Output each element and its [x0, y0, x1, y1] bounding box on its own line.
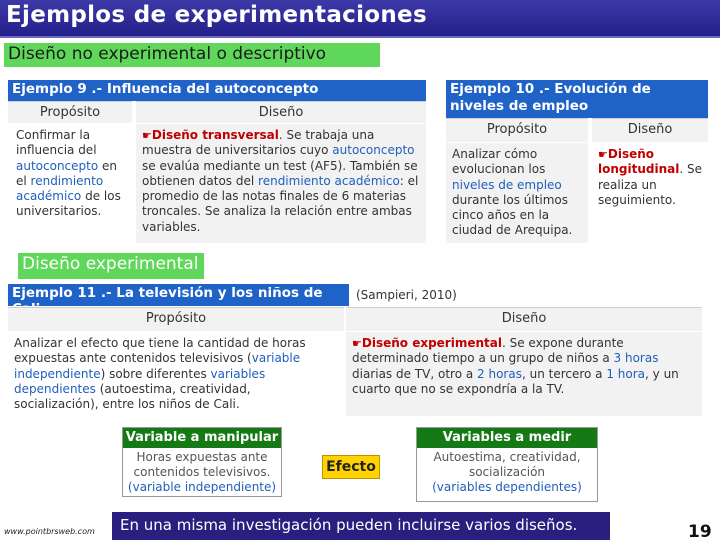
example-11-purpose: Analizar el efecto que tiene la cantidad de horas expuestas ante contenidos televisivos (variable independiente) sobre diferentes variables dependientes (autoestima, creatividad, socialización), entre los niños de Cali.: [8, 332, 344, 416]
page-number: 19: [688, 522, 712, 540]
variable-to-manipulate-title: Variable a manipular: [123, 428, 281, 448]
example-11-design: ☛Diseño experimental. Se expone durante determinado tiempo a un grupo de niños a 3 horas diarias de TV, otro a 2 horas, un tercero a 1 hora, y un cuarto que no se expondría a la TV.: [346, 332, 702, 416]
variable-to-manipulate-box: [122, 427, 282, 497]
hand-pointer-icon: ☛: [142, 129, 152, 142]
example-11-purpose-header: Propósito: [8, 307, 344, 331]
example-9-design-header: Diseño: [136, 101, 426, 123]
example-11-citation: (Sampieri, 2010): [356, 288, 457, 302]
example-10-heading: Ejemplo 10 .- Evolución de niveles de empleo: [446, 80, 708, 118]
footer-note: En una misma investigación pueden incluirse varios diseños.: [112, 512, 610, 540]
example-11-design-header: Diseño: [346, 307, 702, 331]
section-experimental: Diseño experimental: [18, 253, 204, 279]
hand-pointer-icon: ☛: [352, 337, 362, 350]
example-11-heading: Ejemplo 11 .- La televisión y los niños de: [8, 284, 349, 306]
hand-pointer-icon: ☛: [598, 148, 608, 161]
variables-to-measure-box: [416, 427, 598, 502]
example-9-heading: Ejemplo 9 .- Influencia del autoconcepto: [8, 80, 426, 101]
website-link[interactable]: www.pointbrsweb.com: [4, 527, 95, 536]
example-10-purpose: Analizar cómo evolucionan los niveles de empleo durante los últimos cinco años en la ciudad de Arequipa.: [446, 143, 588, 243]
example-10-design: ☛Diseño longitudinal. Se realiza un seguimiento.: [592, 143, 708, 243]
example-10-purpose-header: Propósito: [446, 118, 588, 142]
example-9-design: ☛Diseño transversal. Se trabaja una muestra de universitarios cuyo autoconcepto se evalúa mediante un test (AF5). También se obtienen datos del rendimiento académico: el promedio de las notas finales de 6 materias troncales. Se analiza la relación entre ambas variables.: [136, 124, 426, 243]
example-10-design-header: Diseño: [592, 118, 708, 142]
variables-to-measure-title: Variables a medir: [417, 428, 597, 448]
example-9-purpose: Confirmar la influencia del autoconcepto en el rendimiento académico de los universitarios.: [8, 124, 132, 243]
effect-label: Efecto: [322, 455, 380, 479]
example-9-purpose-header: Propósito: [8, 101, 132, 123]
variable-to-manipulate-body: Horas expuestas ante contenidos televisivos. (variable independiente): [127, 450, 277, 494]
section-non-experimental: Diseño no experimental o descriptivo: [4, 43, 380, 67]
variables-to-measure-body: Autoestima, creatividad, socialización (variables dependientes): [432, 450, 582, 494]
slide-title: Ejemplos de experimentaciones: [6, 2, 427, 28]
